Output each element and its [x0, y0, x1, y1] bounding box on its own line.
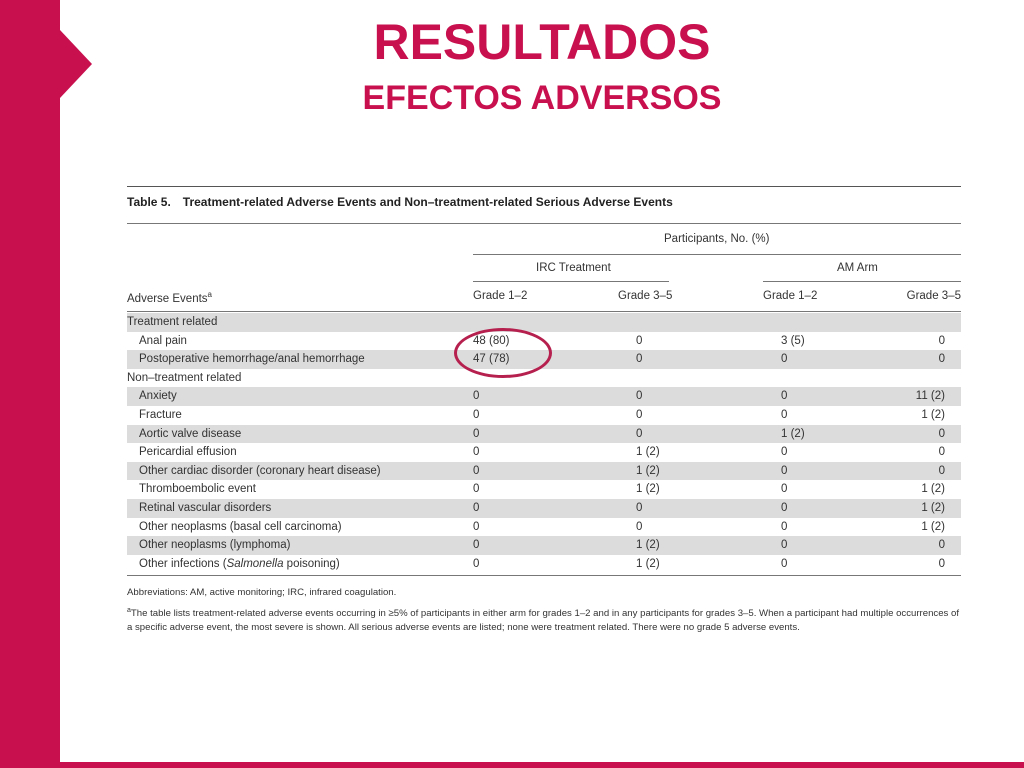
- event-name: Anal pain: [139, 334, 187, 347]
- value-cell: 0: [636, 390, 643, 403]
- italic-species-name: Salmonella: [226, 557, 284, 570]
- value-cell: 1 (2): [636, 557, 660, 570]
- value-cell: 0: [473, 390, 480, 403]
- left-accent-bar: [0, 0, 60, 768]
- table-number: Table 5.: [127, 195, 171, 209]
- value-cell: 0: [781, 446, 788, 459]
- value-cell: 0: [473, 408, 480, 421]
- value-cell: 0: [473, 539, 480, 552]
- grade-header-irc-1: Grade 1–2: [473, 290, 528, 302]
- table-row: [127, 536, 961, 555]
- group-am-rule: [763, 281, 961, 282]
- value-cell: 0: [636, 334, 643, 347]
- value-cell: 0: [938, 557, 945, 570]
- value-cell: 0: [636, 353, 643, 366]
- value-cell: 1 (2): [781, 427, 805, 440]
- footnote-a: [127, 604, 961, 634]
- event-name: Anxiety: [127, 387, 473, 406]
- value-cell: 1 (2): [921, 520, 945, 533]
- section-label: Non–treatment related: [127, 371, 242, 384]
- value-cell: 48 (80): [473, 334, 510, 347]
- footnote-a-text: The table lists treatment-related adverse events occurring in ≥5% of participants in either arm for grades 1–2 and in any participants for grades 3–5. When a participant had multiple occurrences of a specific adverse event, the most severe is shown. All serious adverse events are listed; none were treatment related. There were no grade 5 adverse events.: [127, 608, 960, 633]
- value-cell: 0: [473, 483, 480, 496]
- adverse-events-header: Adverse Events$^a$: [127, 290, 212, 305]
- event-name: Fracture: [139, 408, 182, 421]
- value-cell: 0: [781, 483, 788, 496]
- event-name: Aortic valve disease: [127, 425, 473, 444]
- value-cell: 0: [781, 501, 788, 514]
- footnote-abbreviations: Abbreviations: AM, active monitoring; IRC, infrared coagulation.: [127, 587, 397, 599]
- value-cell: 0: [781, 464, 788, 477]
- value-cell: 0: [473, 501, 480, 514]
- bottom-accent-bar: [0, 762, 1024, 768]
- value-cell: 1 (2): [636, 464, 660, 477]
- value-cell: 1 (2): [636, 483, 660, 496]
- table-row: [127, 425, 961, 444]
- value-cell: 0: [636, 520, 643, 533]
- value-cell: 3 (5): [781, 334, 805, 347]
- slide-subtitle: EFECTOS ADVERSOS: [362, 79, 722, 117]
- value-cell: 0: [781, 353, 788, 366]
- table-row: [127, 387, 961, 406]
- value-cell: 0: [938, 446, 945, 459]
- value-cell: 1 (2): [921, 501, 945, 514]
- value-cell: 0: [473, 464, 480, 477]
- value-cell: 0: [636, 501, 643, 514]
- value-cell: 1 (2): [636, 539, 660, 552]
- value-cell: 0: [938, 334, 945, 347]
- event-name: Other neoplasms (basal cell carcinoma): [139, 520, 342, 533]
- value-cell: 0: [473, 446, 480, 459]
- group-am-header: AM Arm: [837, 262, 878, 274]
- grade-header-am-1: Grade 1–2: [763, 290, 818, 302]
- section-label: Treatment related: [127, 313, 961, 332]
- event-name: Pericardial effusion: [139, 446, 237, 459]
- header-bottom-rule: [127, 311, 961, 312]
- table-row: [127, 518, 961, 537]
- value-cell: 0: [938, 353, 945, 366]
- group-irc-header: IRC Treatment: [536, 262, 611, 274]
- event-name: Retinal vascular disorders: [127, 499, 473, 518]
- table-document: [127, 186, 961, 634]
- event-name: Other neoplasms (lymphoma): [127, 536, 473, 555]
- value-cell: 1 (2): [921, 408, 945, 421]
- participants-rule: [473, 254, 961, 255]
- value-cell: 0: [473, 520, 480, 533]
- value-cell: 1 (2): [921, 483, 945, 496]
- footnote-a-marker: a: [127, 606, 131, 614]
- value-cell: 0: [781, 557, 788, 570]
- table-header: [127, 224, 961, 320]
- table-row: [127, 462, 961, 481]
- table-caption-text: Treatment-related Adverse Events and Non–treatment-related Serious Adverse Events: [182, 195, 673, 209]
- event-name: Postoperative hemorrhage/anal hemorrhage: [127, 350, 473, 369]
- value-cell: 0: [473, 557, 480, 570]
- value-cell: 47 (78): [473, 353, 510, 366]
- group-irc-rule: [473, 281, 669, 282]
- value-cell: 0: [938, 464, 945, 477]
- table-row: [127, 406, 961, 425]
- highlight-circle: [454, 328, 552, 378]
- event-name: Thromboembolic event: [139, 483, 256, 496]
- event-name: Other infections (Salmonella poisoning): [139, 557, 340, 570]
- value-cell: 0: [938, 427, 945, 440]
- grade-header-irc-2: Grade 3–5: [618, 290, 673, 302]
- table-row: [127, 555, 961, 574]
- value-cell: 0: [636, 427, 643, 440]
- value-cell: 0: [781, 539, 788, 552]
- event-name: Other cardiac disorder (coronary heart disease): [127, 462, 473, 481]
- value-cell: 0: [938, 539, 945, 552]
- table-footnotes: [127, 576, 961, 634]
- table-row: [127, 499, 961, 518]
- participants-header: Participants, No. (%): [664, 233, 770, 245]
- table-row: [127, 443, 961, 462]
- value-cell: 0: [781, 408, 788, 421]
- table-row: [127, 480, 961, 499]
- value-cell: 0: [636, 408, 643, 421]
- value-cell: 1 (2): [636, 446, 660, 459]
- table-caption: [127, 187, 961, 223]
- grade-header-am-2: Grade 3–5: [906, 290, 961, 302]
- section-row: [127, 369, 961, 388]
- slide-title: RESULTADOS: [373, 14, 711, 70]
- value-cell: 0: [781, 390, 788, 403]
- value-cell: 11 (2): [915, 390, 945, 403]
- value-cell: 0: [473, 427, 480, 440]
- value-cell: 0: [781, 520, 788, 533]
